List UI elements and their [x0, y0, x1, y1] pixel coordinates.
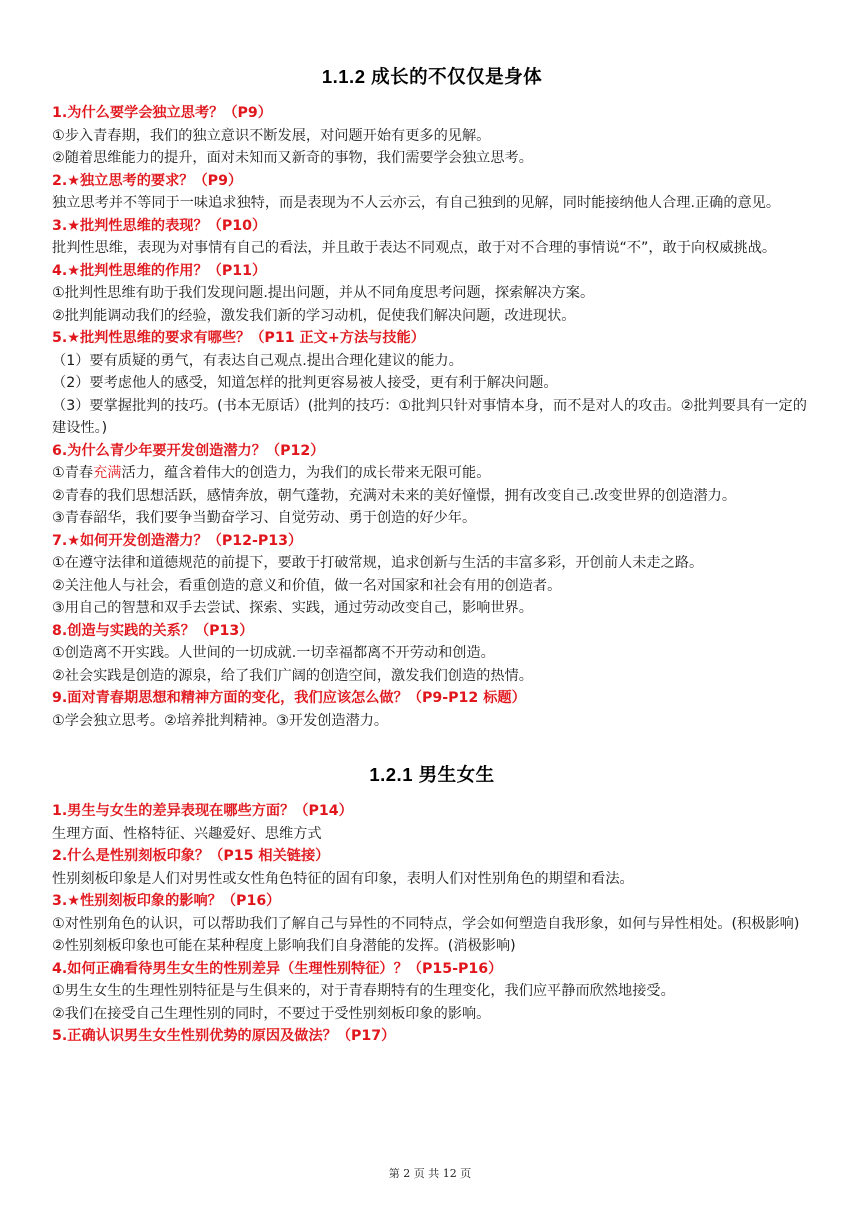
answer-line: ②我们在接受自己生理性别的同时，不要过于受性别刻板印象的影响。: [52, 1005, 491, 1022]
answer-line: 独立思考并不等同于一味追求独特，而是表现为不人云亦云，有自己独到的见解，同时能接纳他人合理.正确的意见。: [52, 195, 781, 211]
document-content: [52, 64, 812, 1048]
section-2: [52, 762, 812, 1048]
question-heading: 3.★批判性思维的表现？（P10）: [52, 217, 267, 234]
answer-line: [52, 462, 812, 485]
question-heading: 1.男生与女生的差异表现在哪些方面？（P14）: [52, 803, 353, 819]
answer-line: ②社会实践是创造的源泉，给了我们广阔的创造空间，激发我们创造的热情。: [52, 667, 533, 684]
question-heading: 1.为什么要学会独立思考？（P9）: [52, 105, 272, 121]
answer-line: ①对性别角色的认识，可以帮助我们了解自己与异性的不同特点，学会如何塑造自我形象，如何与异性相处。(积极影响): [52, 915, 800, 932]
question-heading: 3.★性别刻板印象的影响？（P16）: [52, 893, 281, 909]
section-1: [52, 64, 812, 732]
question-heading: 4.★批判性思维的作用？（P11）: [52, 262, 267, 279]
answer-line: ②随着思维能力的提升，面对未知而又新奇的事物，我们需要学会独立思考。: [52, 150, 533, 166]
question-heading: 9.面对青春期思想和精神方面的变化，我们应该怎么做？（P9-P12 标题）: [52, 690, 526, 706]
highlighted-word: 充满: [93, 465, 122, 481]
answer-line: ①学会独立思考。②培养批判精神。③开发创造潜力。: [52, 712, 389, 729]
answer-line: （2）要考虑他人的感受，知道怎样的批判更容易被人接受，更有利于解决问题。: [52, 375, 558, 391]
answer-line: 生理方面、性格特征、兴趣爱好、思维方式: [52, 825, 322, 842]
answer-line: ①步入青春期，我们的独立意识不断发展，对问题开始有更多的见解。: [52, 127, 491, 144]
answer-line: ①批判性思维有助于我们发现问题.提出问题，并从不同角度思考问题，探索解决方案。: [52, 285, 595, 301]
answer-line: 性别刻板印象是人们对男性或女性角色特征的固有印象，表明人们对性别角色的期望和看法。: [52, 870, 634, 887]
answer-line: ①创造离不开实践。人世间的一切成就.一切幸福都离不开劳动和创造。: [52, 645, 495, 661]
answer-line: ①男生女生的生理性别特征是与生俱来的，对于青春期特有的生理变化，我们应平静而欣然地接受。: [52, 983, 675, 999]
question-heading: 2.★独立思考的要求？（P9）: [52, 172, 243, 189]
answer-line: ②青春的我们思想活跃，感情奔放，朝气蓬勃，充满对未来的美好憧憬，拥有改变自己.改变世界的创造潜力。: [52, 487, 737, 504]
answer-line: ③用自己的智慧和双手去尝试、探索、实践，通过劳动改变自己，影响世界。: [52, 600, 533, 616]
section-title: 1.2.1 男生女生: [369, 764, 495, 785]
question-heading: 6.为什么青少年要开发创造潜力？（P12）: [52, 442, 325, 459]
answer-line: （3）要掌握批判的技巧。(书本无原话）(批判的技巧：①批判只针对事情本身，而不是对人的攻击。②批判要具有一定的建设性。): [52, 397, 807, 436]
answer-line: ②批判能调动我们的经验，激发我们新的学习动机，促使我们解决问题，改进现状。: [52, 307, 576, 324]
answer-line: ③青春韶华，我们要争当勤奋学习、自觉劳动、勇于创造的好少年。: [52, 510, 477, 526]
answer-line: （1）要有质疑的勇气，有表达自己观点.提出合理化建议的能力。: [52, 352, 463, 369]
answer-line: ②关注他人与社会，看重创造的意义和价值，做一名对国家和社会有用的创造者。: [52, 577, 562, 594]
page-number-footer: 第 2 页 共 12 页: [388, 1167, 472, 1180]
question-heading: 2.什么是性别刻板印象？（P15 相关链接）: [52, 848, 330, 864]
answer-line: 批判性思维，表现为对事情有自己的看法，并且敢于表达不同观点，敢于对不合理的事情说“不”，敢于向权威挑战。: [52, 240, 777, 256]
question-heading: 8.创造与实践的关系？（P13）: [52, 622, 254, 639]
question-heading: 5.正确认识男生女生性别优势的原因及做法？（P17）: [52, 1028, 396, 1044]
answer-line: ①在遵守法律和道德规范的前提下，要敢于打破常规，追求创新与生活的丰富多彩，开创前人未走之路。: [52, 555, 704, 571]
question-heading: 4.如何正确看待男生女生的性别差异（生理性别特征）？（P15-P16）: [52, 960, 503, 977]
answer-line: ②性别刻板印象也可能在某种程度上影响我们自身潜能的发挥。(消极影响): [52, 938, 516, 954]
question-heading: 5.★批判性思维的要求有哪些？（P11 正文+方法与技能）: [52, 330, 425, 346]
section-title: 1.1.2 成长的不仅仅是身体: [321, 66, 543, 87]
answer-text: 活力，蕴含着伟大的创造力，为我们的成长带来无限可能。: [121, 465, 491, 481]
answer-text: ①青春: [52, 465, 94, 481]
question-heading: 7.★如何开发创造潜力？（P12-P13）: [52, 532, 303, 549]
